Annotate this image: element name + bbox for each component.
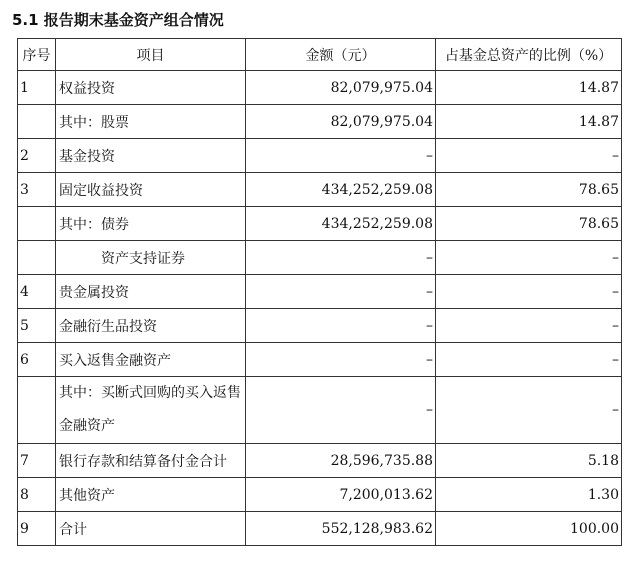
row-ratio: –: [436, 343, 622, 377]
row-ratio: –: [436, 139, 622, 173]
row-amount: 552,128,983.62: [246, 512, 436, 546]
row-amount: –: [246, 377, 436, 444]
table-row: [18, 71, 622, 105]
table-row: [18, 241, 622, 275]
row-ratio: –: [436, 241, 622, 275]
table-header-row: [18, 39, 622, 71]
row-item: 其中：债券: [56, 207, 246, 241]
row-amount: 82,079,975.04: [246, 105, 436, 139]
row-ratio: 1.30: [436, 478, 622, 512]
row-amount: 434,252,259.08: [246, 173, 436, 207]
row-ratio: –: [436, 309, 622, 343]
row-no: 9: [18, 512, 56, 546]
table-row: [18, 139, 622, 173]
header-ratio: 占基金总资产的比例（%）: [436, 39, 622, 71]
table-row: [18, 275, 622, 309]
row-amount: –: [246, 309, 436, 343]
row-no: 4: [18, 275, 56, 309]
table-row: [18, 343, 622, 377]
row-ratio: 14.87: [436, 71, 622, 105]
row-item: 买入返售金融资产: [56, 343, 246, 377]
row-no: [18, 105, 56, 139]
row-ratio: –: [436, 377, 622, 444]
row-ratio: 5.18: [436, 444, 622, 478]
row-item: 其中：股票: [56, 105, 246, 139]
header-no: 序号: [18, 39, 56, 71]
row-item: 基金投资: [56, 139, 246, 173]
header-item: 项目: [56, 39, 246, 71]
row-ratio: 100.00: [436, 512, 622, 546]
row-item: 贵金属投资: [56, 275, 246, 309]
table-row: [18, 173, 622, 207]
row-no: 8: [18, 478, 56, 512]
asset-portfolio-table: [17, 38, 622, 546]
table-row: [18, 444, 622, 478]
table-row: [18, 207, 622, 241]
row-item: 金融衍生品投资: [56, 309, 246, 343]
table-row: [18, 377, 622, 444]
row-amount: 28,596,735.88: [246, 444, 436, 478]
row-ratio: –: [436, 275, 622, 309]
row-no: 5: [18, 309, 56, 343]
row-amount: –: [246, 241, 436, 275]
header-amount: 金额（元）: [246, 39, 436, 71]
row-no: 2: [18, 139, 56, 173]
row-amount: 82,079,975.04: [246, 71, 436, 105]
row-no: 6: [18, 343, 56, 377]
row-amount: 434,252,259.08: [246, 207, 436, 241]
row-item: 权益投资: [56, 71, 246, 105]
row-no: [18, 241, 56, 275]
row-no: 1: [18, 71, 56, 105]
row-no: 7: [18, 444, 56, 478]
table-row: [18, 105, 622, 139]
table-row: [18, 309, 622, 343]
row-amount: –: [246, 139, 436, 173]
row-item: 固定收益投资: [56, 173, 246, 207]
row-no: 3: [18, 173, 56, 207]
row-amount: –: [246, 343, 436, 377]
row-ratio: 78.65: [436, 207, 622, 241]
row-amount: 7,200,013.62: [246, 478, 436, 512]
row-no: [18, 207, 56, 241]
row-item: 其中：买断式回购的买入返售金融资产: [56, 377, 246, 444]
row-ratio: 14.87: [436, 105, 622, 139]
row-amount: –: [246, 275, 436, 309]
row-item: 其他资产: [56, 478, 246, 512]
row-item: 银行存款和结算备付金合计: [56, 444, 246, 478]
row-no: [18, 377, 56, 444]
table-row: [18, 512, 622, 546]
row-item: 资产支持证券: [56, 241, 246, 275]
row-ratio: 78.65: [436, 173, 622, 207]
row-item: 合计: [56, 512, 246, 546]
table-row: [18, 478, 622, 512]
section-title: 5.1 报告期末基金资产组合情况: [12, 11, 224, 29]
